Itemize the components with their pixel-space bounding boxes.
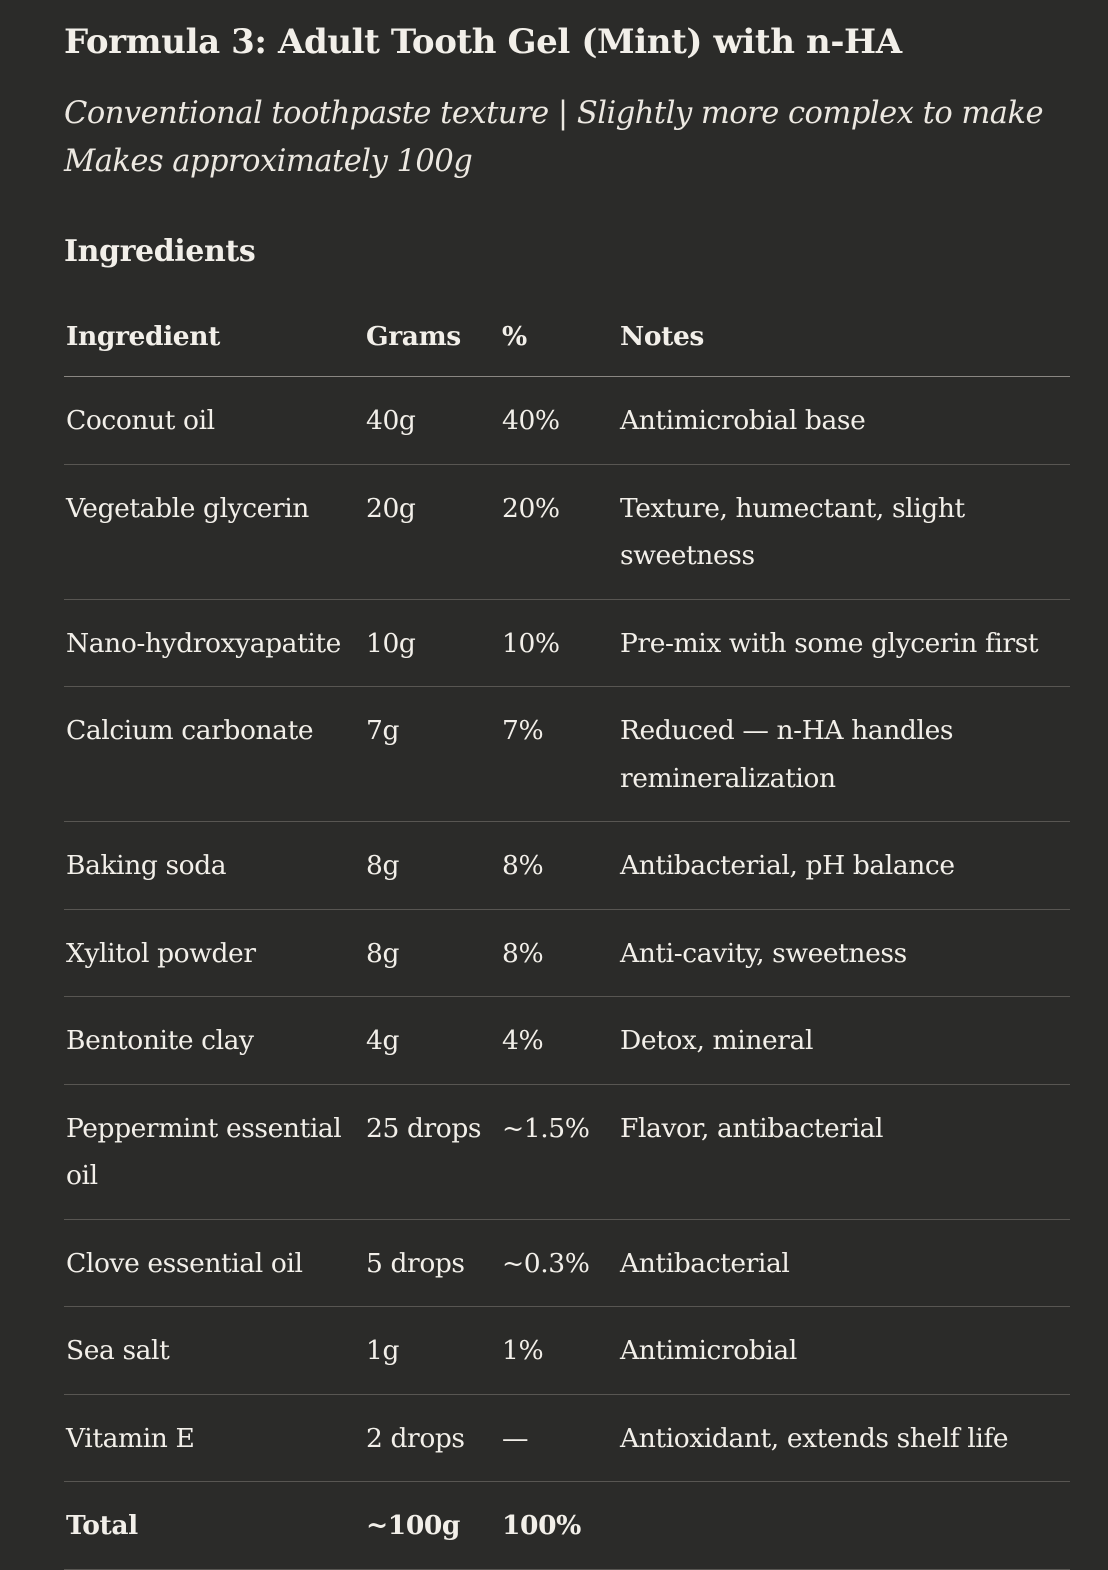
cell-ingredient: Nano-hydroxyapatite bbox=[64, 599, 364, 687]
cell-percent: 8% bbox=[500, 822, 618, 910]
cell-ingredient: Vitamin E bbox=[64, 1394, 364, 1482]
table-row bbox=[64, 1084, 1070, 1219]
subtitle-line-2: Makes approximately 100g bbox=[64, 144, 473, 179]
cell-grams: 8g bbox=[364, 822, 500, 910]
cell-notes: Antioxidant, extends shelf life bbox=[618, 1394, 1070, 1482]
cell-ingredient: Bentonite clay bbox=[64, 997, 364, 1085]
cell-percent: 8% bbox=[500, 909, 618, 997]
table-total-row bbox=[64, 1482, 1070, 1570]
cell-grams: 20g bbox=[364, 464, 500, 599]
table-row bbox=[64, 1307, 1070, 1395]
ingredients-heading: Ingredients bbox=[64, 234, 256, 269]
table-row bbox=[64, 377, 1070, 465]
cell-grams: 2 drops bbox=[364, 1394, 500, 1482]
cell-ingredient: Baking soda bbox=[64, 822, 364, 910]
cell-percent: ~0.3% bbox=[500, 1219, 618, 1307]
formula-title: Formula 3: Adult Tooth Gel (Mint) with n-HA bbox=[64, 22, 902, 62]
cell-notes: Antibacterial bbox=[618, 1219, 1070, 1307]
table-header-row bbox=[64, 296, 1070, 377]
formula-subtitle bbox=[64, 90, 1043, 186]
cell-notes: Pre-mix with some glycerin first bbox=[618, 599, 1070, 687]
cell-grams: 8g bbox=[364, 909, 500, 997]
table-row bbox=[64, 822, 1070, 910]
subtitle-line-1: Conventional toothpaste texture | Slightly more complex to make bbox=[64, 96, 1044, 131]
cell-notes: Texture, humectant, slight sweetness bbox=[618, 464, 1070, 599]
cell-notes: Antibacterial, pH balance bbox=[618, 822, 1070, 910]
cell-percent: 7% bbox=[500, 687, 618, 822]
table-row bbox=[64, 997, 1070, 1085]
cell-percent: ~1.5% bbox=[500, 1084, 618, 1219]
table-row bbox=[64, 599, 1070, 687]
cell-percent: 1% bbox=[500, 1307, 618, 1395]
cell-grams: 5 drops bbox=[364, 1219, 500, 1307]
cell-ingredient: Vegetable glycerin bbox=[64, 464, 364, 599]
cell-notes: Anti-cavity, sweetness bbox=[618, 909, 1070, 997]
table-row bbox=[64, 464, 1070, 599]
table-row bbox=[64, 909, 1070, 997]
cell-percent: 10% bbox=[500, 599, 618, 687]
cell-ingredient: Peppermint essential oil bbox=[64, 1084, 364, 1219]
cell-grams: 4g bbox=[364, 997, 500, 1085]
cell-ingredient: Xylitol powder bbox=[64, 909, 364, 997]
total-percent: 100% bbox=[500, 1482, 618, 1570]
cell-grams: 10g bbox=[364, 599, 500, 687]
table-row bbox=[64, 687, 1070, 822]
cell-notes: Antimicrobial base bbox=[618, 377, 1070, 465]
cell-ingredient: Sea salt bbox=[64, 1307, 364, 1395]
header-grams: Grams bbox=[364, 296, 500, 377]
cell-notes: Reduced — n-HA handles remineralization bbox=[618, 687, 1070, 822]
ingredients-table bbox=[64, 296, 1070, 1570]
cell-grams: 25 drops bbox=[364, 1084, 500, 1219]
cell-percent: 4% bbox=[500, 997, 618, 1085]
total-label: Total bbox=[64, 1482, 364, 1570]
cell-ingredient: Coconut oil bbox=[64, 377, 364, 465]
cell-ingredient: Clove essential oil bbox=[64, 1219, 364, 1307]
cell-grams: 7g bbox=[364, 687, 500, 822]
total-grams: ~100g bbox=[364, 1482, 500, 1570]
cell-notes: Flavor, antibacterial bbox=[618, 1084, 1070, 1219]
header-notes: Notes bbox=[618, 296, 1070, 377]
table-row bbox=[64, 1394, 1070, 1482]
cell-grams: 1g bbox=[364, 1307, 500, 1395]
header-percent: % bbox=[500, 296, 618, 377]
cell-ingredient: Calcium carbonate bbox=[64, 687, 364, 822]
cell-grams: 40g bbox=[364, 377, 500, 465]
cell-notes: Antimicrobial bbox=[618, 1307, 1070, 1395]
total-notes bbox=[618, 1482, 1070, 1570]
cell-percent: 20% bbox=[500, 464, 618, 599]
header-ingredient: Ingredient bbox=[64, 296, 364, 377]
table-row bbox=[64, 1219, 1070, 1307]
cell-percent: 40% bbox=[500, 377, 618, 465]
cell-percent: — bbox=[500, 1394, 618, 1482]
cell-notes: Detox, mineral bbox=[618, 997, 1070, 1085]
